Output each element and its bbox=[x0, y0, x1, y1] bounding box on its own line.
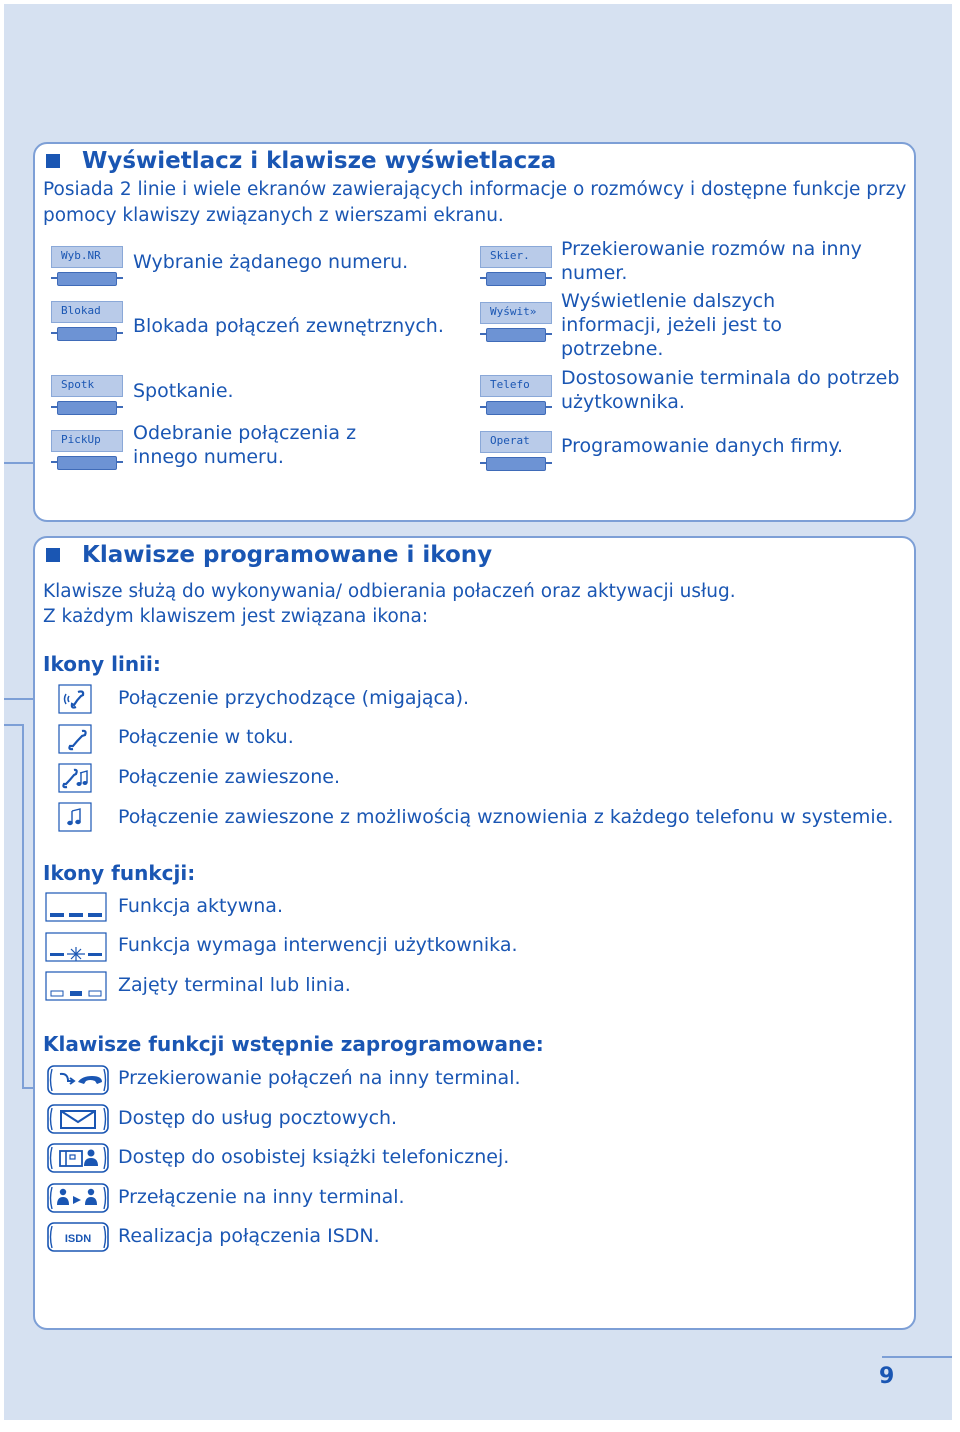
left-bracket-vertical bbox=[22, 724, 24, 1089]
preprog-text-transfer: Przełączenie na inny terminal. bbox=[118, 1186, 405, 1208]
softkey-skier[interactable] bbox=[480, 246, 552, 290]
softkey-button bbox=[57, 327, 117, 341]
directory-key-icon[interactable] bbox=[46, 1142, 110, 1178]
line-icon-text-incoming: Połączenie przychodzące (migająca). bbox=[118, 687, 470, 709]
line-icon-text-on-hold: Połączenie zawieszone. bbox=[118, 766, 340, 788]
softkey-spotk[interactable] bbox=[51, 375, 123, 419]
display-section-title bbox=[46, 148, 556, 174]
softkey-wyswit[interactable] bbox=[480, 302, 552, 346]
keys-intro-line2: Z każdym klawiszem jest związana ikona: bbox=[43, 606, 429, 627]
call-forward-key-icon[interactable] bbox=[46, 1064, 110, 1100]
softkey-telefo[interactable] bbox=[480, 375, 552, 419]
softkey-desc-operat: Programowanie danych firmy. bbox=[561, 435, 844, 457]
softkey-button bbox=[486, 457, 546, 471]
function-icon-text-busy: Zajęty terminal lub linia. bbox=[118, 974, 351, 996]
incoming-call-icon bbox=[58, 684, 92, 718]
softkey-button bbox=[486, 328, 546, 342]
transfer-terminal-key-icon[interactable] bbox=[46, 1182, 110, 1218]
softkey-label: Wyb.NR bbox=[61, 249, 101, 262]
line-icon-text-in-progress: Połączenie w toku. bbox=[118, 726, 294, 748]
softkey-label: Spotk bbox=[61, 378, 95, 391]
preprogrammed-heading: Klawisze funkcji wstępnie zaprogramowane: bbox=[43, 1032, 544, 1056]
softkey-pickup[interactable] bbox=[51, 430, 123, 474]
function-icon-text-intervention: Funkcja wymaga interwencji użytkownika. bbox=[118, 934, 518, 956]
section-bullet-icon bbox=[46, 154, 60, 168]
preprog-text-forward: Przekierowanie połączeń na inny terminal. bbox=[118, 1067, 521, 1089]
softkey-desc-wyswit: Wyświetlenie dalszych informacji, jeżeli jest to potrzebne. bbox=[561, 290, 783, 360]
shared-hold-icon bbox=[58, 802, 92, 836]
mailbox-key-icon[interactable] bbox=[46, 1103, 110, 1139]
left-bracket-mid bbox=[4, 698, 34, 700]
function-intervention-icon bbox=[45, 932, 107, 966]
softkey-label: Skier. bbox=[490, 249, 530, 262]
page-number: 9 bbox=[879, 1364, 895, 1389]
softkey-desc-pickup: Odebranie połączenia z innego numeru. bbox=[133, 422, 357, 468]
call-on-hold-icon bbox=[58, 763, 92, 797]
line-icons-heading: Ikony linii: bbox=[43, 652, 161, 676]
preprog-text-directory: Dostęp do osobistej książki telefonicznej. bbox=[118, 1146, 510, 1168]
softkey-desc-spotk: Spotkanie. bbox=[133, 380, 234, 402]
softkey-blokad[interactable] bbox=[51, 301, 123, 345]
section-bullet-icon bbox=[46, 548, 60, 562]
busy-terminal-icon bbox=[45, 971, 107, 1005]
softkey-desc-telefo: Dostosowanie terminala do potrzeb użytkownika. bbox=[561, 367, 900, 413]
softkey-label: Wyświt» bbox=[490, 305, 537, 318]
isdn-key-icon[interactable] bbox=[46, 1221, 110, 1257]
softkey-label: Blokad bbox=[61, 304, 101, 317]
preprog-text-isdn: Realizacja połączenia ISDN. bbox=[118, 1225, 380, 1247]
line-icon-text-shared-hold: Połączenie zawieszone z możliwością wznowienia z każdego telefonu w systemie. bbox=[118, 806, 894, 828]
keys-intro-line1: Klawisze służą do wykonywania/ odbierania połaczeń oraz aktywacji usług. bbox=[43, 581, 736, 602]
softkey-button bbox=[57, 272, 117, 286]
left-bracket-top bbox=[4, 462, 34, 464]
softkey-wybnr[interactable] bbox=[51, 246, 123, 290]
keys-section-title-text: Klawisze programowane i ikony bbox=[82, 542, 493, 568]
softkey-desc-blokad: Blokada połączeń zewnętrznych. bbox=[133, 315, 444, 337]
function-icon-text-active: Funkcja aktywna. bbox=[118, 895, 283, 917]
softkey-operat[interactable] bbox=[480, 431, 552, 475]
softkey-label: Operat bbox=[490, 434, 530, 447]
left-bracket-h1 bbox=[4, 724, 24, 726]
isdn-key-text: ISDN bbox=[64, 1233, 92, 1245]
softkey-button bbox=[486, 272, 546, 286]
softkey-button bbox=[486, 401, 546, 415]
softkey-desc-skier: Przekierowanie rozmów na inny numer. bbox=[561, 238, 862, 284]
keys-section-title bbox=[46, 542, 492, 568]
softkey-button bbox=[57, 401, 117, 415]
softkey-label: PickUp bbox=[61, 433, 101, 446]
softkey-desc-wybnr: Wybranie żądanego numeru. bbox=[133, 251, 409, 273]
softkey-button bbox=[57, 456, 117, 470]
function-active-icon bbox=[45, 892, 107, 926]
display-intro-line2: pomocy klawiszy związanych z wierszami ekranu. bbox=[43, 205, 504, 226]
display-section-title-text: Wyświetlacz i klawisze wyświetlacza bbox=[82, 148, 557, 174]
page-number-rule bbox=[882, 1356, 952, 1358]
function-icons-heading: Ikony funkcji: bbox=[43, 861, 196, 885]
call-in-progress-icon bbox=[58, 724, 92, 758]
softkey-label: Telefo bbox=[490, 378, 530, 391]
display-intro-line1: Posiada 2 linie i wiele ekranów zawierających informacje o rozmówcy i dostępne funkcje przy bbox=[43, 179, 907, 200]
preprog-text-mailbox: Dostęp do usług pocztowych. bbox=[118, 1107, 398, 1129]
